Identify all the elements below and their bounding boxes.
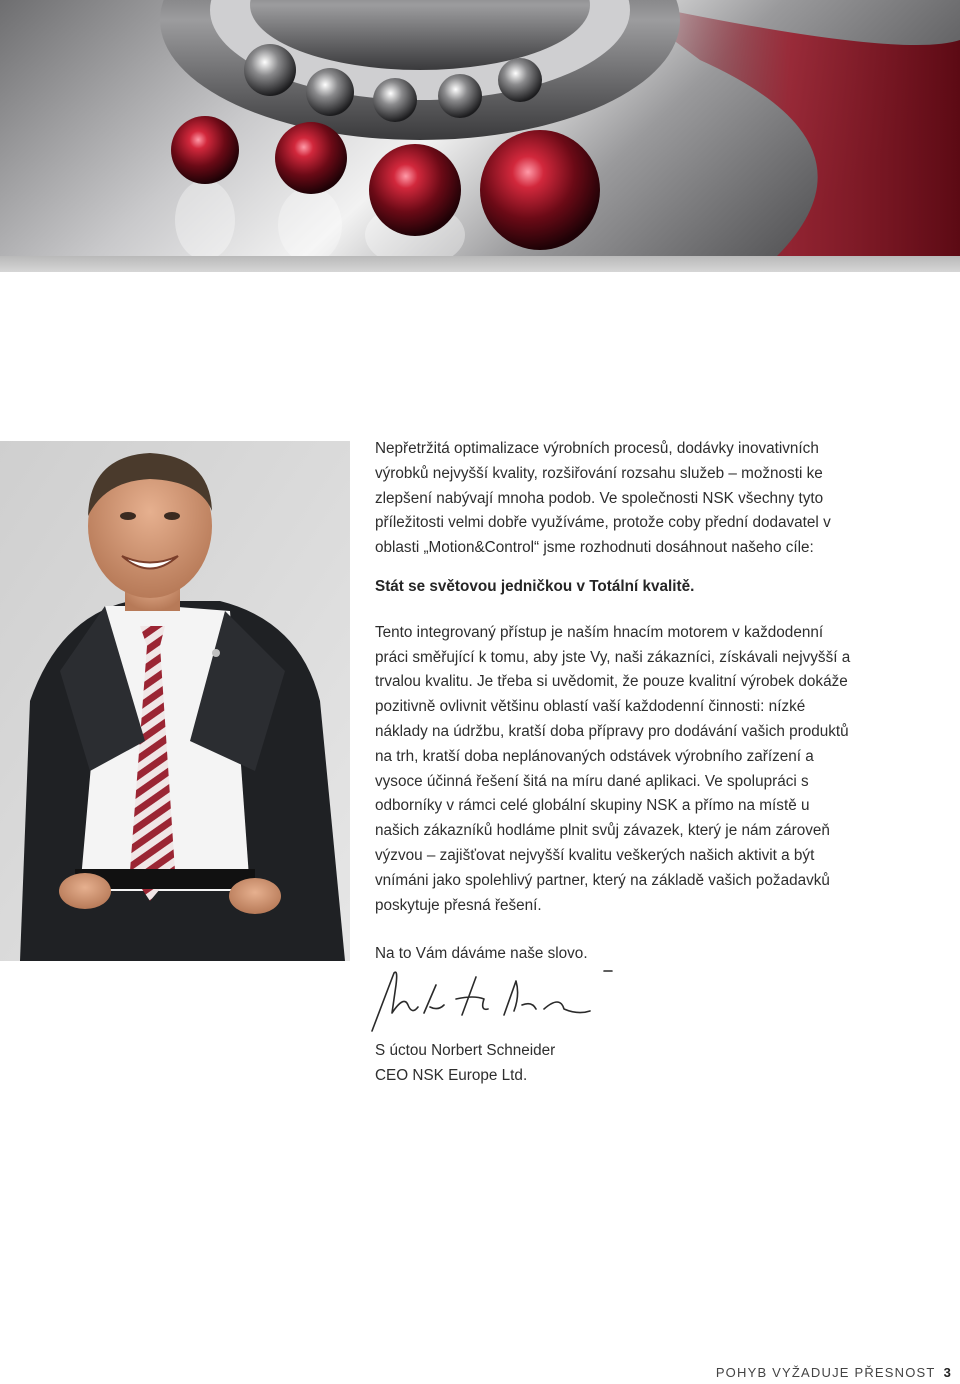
bearing-illustration: [0, 0, 960, 272]
closing-line: Na to Vám dáváme naše slovo.: [375, 945, 588, 963]
body-paragraph: Tento integrovaný přístup je naším hnacím motorem v každodenní práci směřující k tomu, aby jste Vy, naši zákazníci, získávali nejvyšší a trvalou kvalitu. Je třeba si uvědomit, že pouze kvalitní výrobek dokáže pozitivně ovlivnit většinu oblastí vaší každodenní činnosti: nízké náklady na údržbu, kratší doba přípravy pro dodávání vašich produktů na trh, kratší doba neplánovaných odstávek výrobního zařízení a vysoce účinná řešení šitá na míru dané aplikaci. Ve spolupráci s odborníky v rámci celé globální skupiny NSK a přímo na místě u našich zákazníků hodláme plnit svůj závazek, který je nám zároveň výzvou – zajišťovat nejvyšší kvalitu veškerých našich aktivit a být vnímáni jako spolehlivý partner, který na základě vašich požadavků poskytuje přesná řešení.: [375, 623, 851, 914]
red-ball: [171, 116, 239, 184]
red-ball: [275, 122, 347, 194]
portrait-illustration: [0, 441, 350, 961]
letter-text: [375, 437, 855, 967]
signature-graphic: [364, 965, 624, 1035]
red-ball: [369, 144, 461, 236]
page-footer: [716, 1365, 952, 1380]
red-ball: [480, 130, 600, 250]
intro-paragraph: Nepřetržitá optimalizace výrobních procesů, dodávky inovativních výrobků nejvyšší kvality, rozšiřování rozsahu služeb – možnosti ke zlepšení nabývají mnoha podob. Ve společnosti NSK všechny tyto příležitosti velmi dobře využíváme, protože coby přední dodavatel v oblasti „Motion&Control“ jsme rozhodnuti dosáhnout našeho cíle:: [375, 440, 831, 557]
ceo-portrait: [0, 441, 350, 961]
signoff-block: [375, 1038, 775, 1088]
signoff-title: CEO NSK Europe Ltd.: [375, 1067, 528, 1084]
hero-bearing-photo: [0, 0, 960, 272]
footer-title: POHYB VYŽADUJE PŘESNOST: [715, 1365, 936, 1380]
handwritten-signature: [364, 965, 624, 1035]
page-number: 3: [943, 1365, 952, 1380]
slogan-heading: Stát se světovou jedničkou v Totální kvalitě.: [375, 577, 695, 595]
signoff-name: S úctou Norbert Schneider: [375, 1042, 556, 1059]
hero-bottom-strip: [0, 256, 960, 272]
